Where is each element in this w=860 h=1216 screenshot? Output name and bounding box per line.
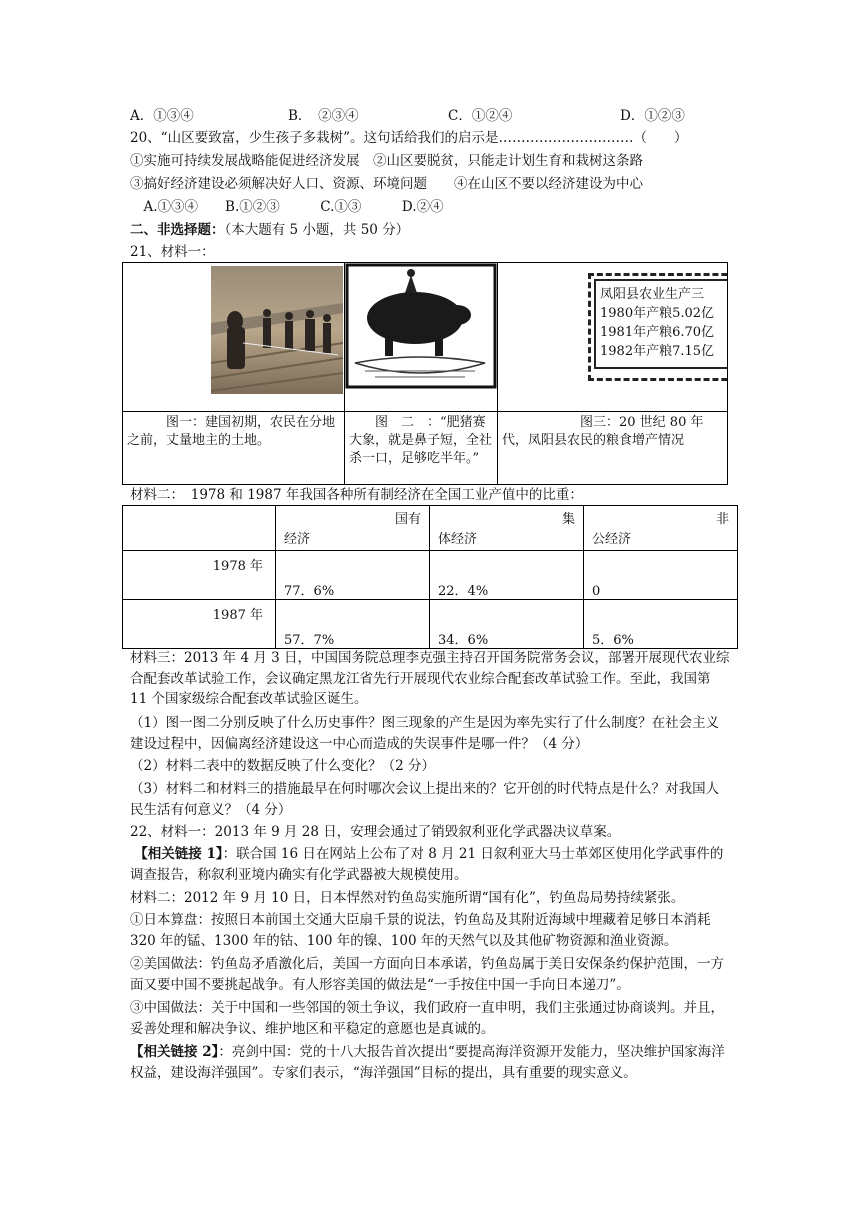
image-caption-1: 图一：建国初期，农民在分地之前，丈量地主的土地。: [127, 415, 336, 448]
link2-label: 【相关链接 2】: [130, 1044, 219, 1060]
cell-value: 0: [584, 551, 738, 600]
header-collective-top: 集: [561, 512, 575, 527]
q22-us-point: ②美国做法：钓鱼岛矛盾激化后，美国一方面向日本承诺，钓鱼岛属于美日安保条约保护范围，一方面又要中国不要挑起战争。有人形容美国的做法是“一手按住中国一手向日本递刀”。: [130, 956, 724, 993]
image-caption-2: 图 二 ：“肥猪赛大象，就是鼻子短，全社杀一口，足够吃半年。”: [349, 415, 493, 466]
table-corner: [123, 506, 276, 551]
section2-note: （本大题有 5 小题，共 50 分）: [224, 222, 410, 238]
table-row: [123, 551, 738, 600]
table-header-state: [276, 506, 430, 551]
q22-japan-point: ①日本算盘：按照日本前国土交通大臣扇千景的说法，钓鱼岛及其附近海域中埋藏着足够日本消耗 320 年的锰、1300 年的钴、100 年的镍、100 年的天然气以及其他矿物资源和渔业资源。: [130, 912, 711, 949]
header-nonpublic-bottom: 公经济: [592, 532, 632, 547]
cell-value: 22．4%: [430, 551, 584, 600]
table-header-nonpublic: [584, 506, 738, 551]
material3-text: 材料三：2013 年 4 月 3 日，中国国务院总理李克强主持召开国务院常务会议，部署开展现代农业综合配套改革试验工作，会议确定黑龙江省先行开展现代农业综合配套改革试验工作。至此，我国第 11 个国家级综合配套改革试验区诞生。: [130, 650, 730, 707]
land-measuring-photo: [123, 263, 344, 411]
section2-title: 二、非选择题：: [130, 222, 225, 238]
q20-stem: 20、“山区要致富，少生孩子多栽树”。这句话给我们的启示是…………………………（ ）: [130, 130, 688, 146]
header-collective-bottom: 体经济: [438, 532, 478, 547]
fengyang-grain-sign: [498, 263, 727, 411]
section2-heading: [130, 220, 409, 240]
table-header-collective: [430, 506, 584, 551]
q22-link2: [130, 1042, 730, 1083]
table-row: [123, 600, 738, 649]
header-state-bottom: 经济: [284, 532, 311, 547]
row-year: 1978 年: [123, 551, 276, 600]
image-cell-2: [345, 263, 498, 412]
q20-line1: ①实施可持续发展战略能促进经济发展 ②山区要脱贫，只能走计划生育和栽树这条路: [130, 153, 643, 169]
q22-link1: [130, 844, 730, 885]
cell-value: 77．6%: [276, 551, 430, 600]
header-state-top: 国有: [394, 512, 421, 527]
cell-value: 34．6%: [430, 600, 584, 649]
q19-option-b: B． ②③④: [288, 108, 359, 124]
q19-option-d: D．①②③: [620, 108, 685, 124]
q21-question-1: （1）图一图二分别反映了什么历史事件？图三现象的产生是因为率先实行了什么制度？在社会主义建设过程中，因偏离经济建设这一中心而造成的失误事件是哪一件？（4 分）: [130, 715, 720, 752]
header-nonpublic-top: 非: [715, 512, 729, 527]
material1-image-table: [122, 262, 728, 485]
pig-cartoon: [345, 263, 497, 411]
q22-china-point: ③中国做法：关于中国和一些邻国的领土争议，我们政府一直申明，我们主张通过协商谈判。并且，妥善处理和解决争议、维护地区和平稳定的意愿也是真诚的。: [130, 1000, 724, 1037]
cell-value: 5．6%: [584, 600, 738, 649]
q21-question-3: （3）材料二和材料三的措施最早在何时哪次会议上提出来的？它开创的时代特点是什么？对我国人民生活有何意义？（4 分）: [130, 781, 720, 818]
cell-value: 57．7%: [276, 600, 430, 649]
link2-text: ：亮剑中国：党的十八大报告首次提出“要提高海洋资源开发能力，坚决维护国家海洋权益，建设海洋强国”。专家们表示，“海洋强国”目标的提出，具有重要的现实意义。: [130, 1044, 725, 1081]
q21-label: 21、材料一：: [130, 244, 215, 260]
caption-cell-3: [498, 412, 728, 485]
link1-label: 【相关链接 1】: [134, 846, 223, 862]
caption-cell-2: [345, 412, 498, 485]
q19-option-a: A．①③④: [130, 108, 194, 124]
q22-material2: 材料二：2012 年 9 月 10 日，日本悍然对钓鱼岛实施所谓“国有化”，钓鱼岛局势持续紧张。: [130, 890, 685, 906]
sign-title: 凤阳县农业生产三: [600, 287, 705, 302]
image-cell-3: [498, 263, 728, 412]
q19-option-c: C．①②④: [448, 108, 513, 124]
image-caption-3: 图三：20 世纪 80 年代，凤阳县农民的粮食增产情况: [502, 415, 704, 448]
caption-cell-1: [123, 412, 345, 485]
sign-line-1981: 1981年产粮6.70亿: [600, 325, 715, 340]
q20-line2: ③搞好经济建设必须解决好人口、资源、环境问题 ④在山区不要以经济建设为中心: [130, 176, 643, 192]
sign-line-1982: 1982年产粮7.15亿: [600, 344, 715, 359]
sign-line-1980: 1980年产粮5.02亿: [600, 306, 715, 321]
row-year: 1987 年: [123, 600, 276, 649]
ownership-table: [122, 505, 738, 649]
q22-material1: 22、材料一：2013 年 9 月 28 日，安理会通过了销毁叙利亚化学武器决议草案。: [130, 824, 621, 840]
q21-question-2: （2）材料二表中的数据反映了什么变化？（2 分）: [130, 758, 435, 774]
q20-options: A.①③④ B.①②③ C.①③ D.②④: [130, 199, 444, 215]
image-cell-1: [123, 263, 345, 412]
material2-title: 材料二： 1978 和 1987 年我国各种所有制经济在全国工业产值中的比重：: [130, 487, 583, 503]
link1-text: ：联合国 16 日在网站上公布了对 8 月 21 日叙利亚大马士革郊区使用化学武事件的调查报告，称叙利亚境内确实有化学武器被大规模使用。: [130, 846, 724, 883]
